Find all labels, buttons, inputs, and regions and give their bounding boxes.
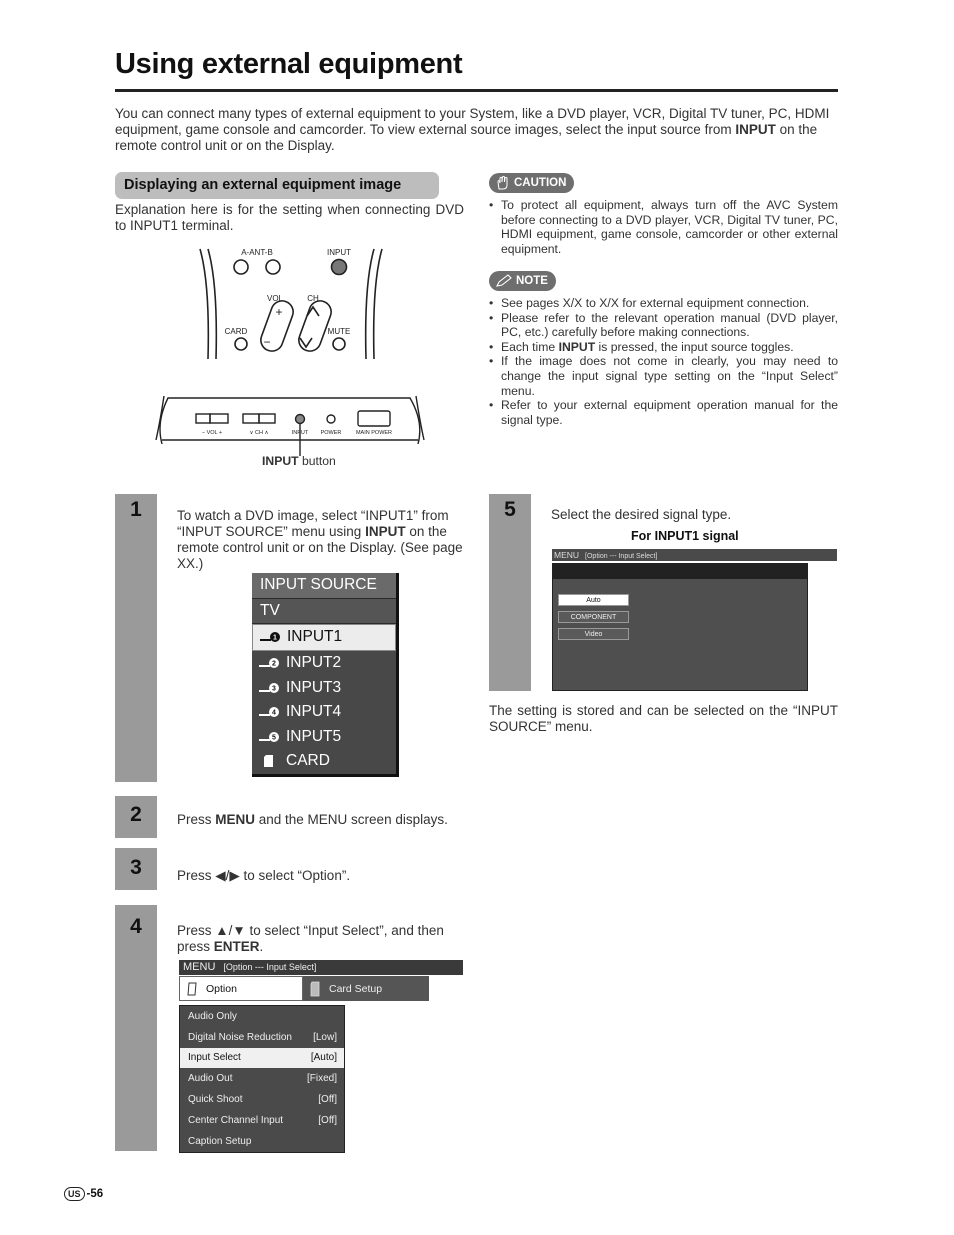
remote-control-diagram (196, 244, 386, 362)
option-menu-list (179, 1005, 345, 1153)
svg-text:3: 3 (272, 685, 276, 693)
intro-paragraph: You can connect many types of external equipment to your System, like a DVD player, VCR, Digital TV tuner, PC, HDMI equipment, game console and camcorder. To view external source images, select the input source from INPUT on the remote control unit or on the Display. (115, 106, 830, 153)
option-menu-row[interactable]: Audio Out [Fixed] (188, 1073, 337, 1085)
step-5-number: 5 (504, 498, 516, 521)
svg-text:5: 5 (272, 734, 276, 742)
note-badge (489, 271, 556, 291)
note-item: • If the image does not come in clearly, you may need to change the input signal type setting on the “Input Select” menu. (489, 354, 838, 398)
svg-text:2: 2 (272, 660, 276, 668)
option-menu-row[interactable]: Caption Setup (188, 1135, 252, 1147)
region-badge: US (64, 1187, 85, 1201)
note-item: • Refer to your external equipment operation manual for the signal type. (489, 398, 838, 427)
step-1-text: To watch a DVD image, select “INPUT1” from “INPUT SOURCE” menu using INPUT on the remote control unit or on the Display. (See page XX.) (177, 508, 463, 571)
svg-text:4: 4 (272, 709, 276, 717)
step-1-bar (115, 494, 157, 782)
step-2-text: Press MENU and the MENU screen displays. (177, 812, 448, 827)
card-setup-icon (309, 981, 321, 997)
input-plug-icon (259, 630, 281, 644)
panel-main-power-label: MAIN POWER (355, 430, 393, 436)
page-number: US -56 (64, 1187, 103, 1201)
note-item: • Please refer to the relevant operation manual (DVD player, PC, etc.) carefully before making connections. (489, 311, 838, 340)
input-source-header: INPUT SOURCE (252, 573, 396, 599)
caution-label: CAUTION (514, 177, 567, 189)
input-label: INPUT (327, 248, 351, 257)
step-5-subheading: For INPUT1 signal (631, 529, 739, 543)
input-source-menu (252, 573, 399, 777)
option-menu-tabs (179, 976, 429, 1001)
note-item: • See pages X/X to X/X for external equipment connection. (489, 296, 838, 311)
input-source-item-1[interactable]: 1 INPUT1 (252, 624, 396, 651)
minus-label: − (263, 335, 271, 349)
step-2-number: 2 (130, 803, 142, 826)
caution-item: • To protect all equipment, always turn off the AVC System before connecting to a DVD player, VCR, Digital TV tuner, PC, HDMI equipment, game console, camcorder or other external equipment. (489, 198, 838, 256)
input-button-caption: INPUT button (262, 454, 336, 468)
signal-menu-panel (552, 563, 808, 691)
title-rule (115, 89, 838, 92)
step-1-number: 1 (130, 498, 142, 521)
input-source-tv[interactable]: TV (252, 599, 396, 625)
signal-option[interactable]: COMPONENT (558, 611, 629, 623)
input-source-item-4[interactable]: 4 INPUT4 (252, 700, 396, 725)
option-menu-row[interactable]: Quick Shoot [Off] (188, 1094, 337, 1106)
input-plug-icon (258, 681, 280, 695)
note-label: NOTE (516, 275, 548, 287)
caution-list (489, 198, 838, 256)
step-5-text: Select the desired signal type. (551, 507, 732, 522)
step-4-number: 4 (130, 915, 142, 938)
input-plug-icon (258, 705, 280, 719)
option-icon (186, 982, 198, 996)
signal-menu-title-strip (553, 564, 807, 579)
input-source-item-5[interactable]: 5 INPUT5 (252, 725, 396, 750)
option-menu-row[interactable]: Digital Noise Reduction [Low] (188, 1031, 337, 1043)
input-plug-icon (258, 656, 280, 670)
card-icon (258, 754, 280, 768)
input-source-item-2[interactable]: 2 INPUT2 (252, 651, 396, 676)
panel-ch-label: ∨ CH ∧ (249, 430, 269, 436)
option-menu-row[interactable]: Input Select [Auto] (180, 1048, 344, 1069)
panel-input-label: INPUT (291, 430, 309, 436)
tab-card-setup[interactable]: Card Setup (303, 976, 429, 1001)
panel-vol-label: − VOL + (201, 430, 223, 436)
step-4-bar (115, 905, 157, 1151)
panel-power-label: POWER (320, 430, 342, 436)
option-menu-row[interactable]: Audio Only (188, 1010, 237, 1022)
step-3-text: Press ◀/▶ to select “Option”. (177, 868, 351, 883)
section-description: Explanation here is for the setting when connecting DVD to INPUT1 terminal. (115, 202, 464, 233)
note-list (489, 296, 838, 427)
hand-icon (495, 175, 511, 191)
caution-badge (489, 173, 574, 193)
input-source-item-3[interactable]: 3 INPUT3 (252, 675, 396, 700)
step-5-bar (489, 494, 531, 691)
plus-label: + (275, 305, 283, 319)
ant-label: A-ANT-B (241, 248, 273, 257)
signal-menu-bar: MENU [Option --- Input Select] (552, 549, 837, 561)
card-label: CARD (224, 327, 248, 336)
section-heading: Displaying an external equipment image (115, 172, 439, 199)
step-3-number: 3 (130, 856, 142, 879)
note-item: • Each time INPUT is pressed, the input source toggles. (489, 340, 838, 355)
vol-label: VOL (266, 294, 284, 303)
mute-label: MUTE (327, 327, 351, 336)
option-menu-bar: MENU [Option --- Input Select] (179, 960, 463, 975)
signal-option[interactable]: Auto (558, 594, 629, 606)
step-4-text: Press ▲/▼ to select “Input Select”, and then press ENTER. (177, 923, 444, 954)
ch-label: CH (307, 294, 319, 303)
signal-option[interactable]: Video (558, 628, 629, 640)
input-source-card[interactable]: CARD (252, 749, 396, 774)
svg-text:1: 1 (273, 634, 277, 642)
option-menu-row[interactable]: Center Channel Input [Off] (188, 1114, 337, 1126)
page-title: Using external equipment (115, 48, 463, 80)
input-plug-icon (258, 730, 280, 744)
pencil-icon (495, 274, 513, 288)
tab-option[interactable]: Option (179, 976, 303, 1001)
step-5-after-text: The setting is stored and can be selected on the “INPUT SOURCE” menu. (489, 703, 838, 734)
